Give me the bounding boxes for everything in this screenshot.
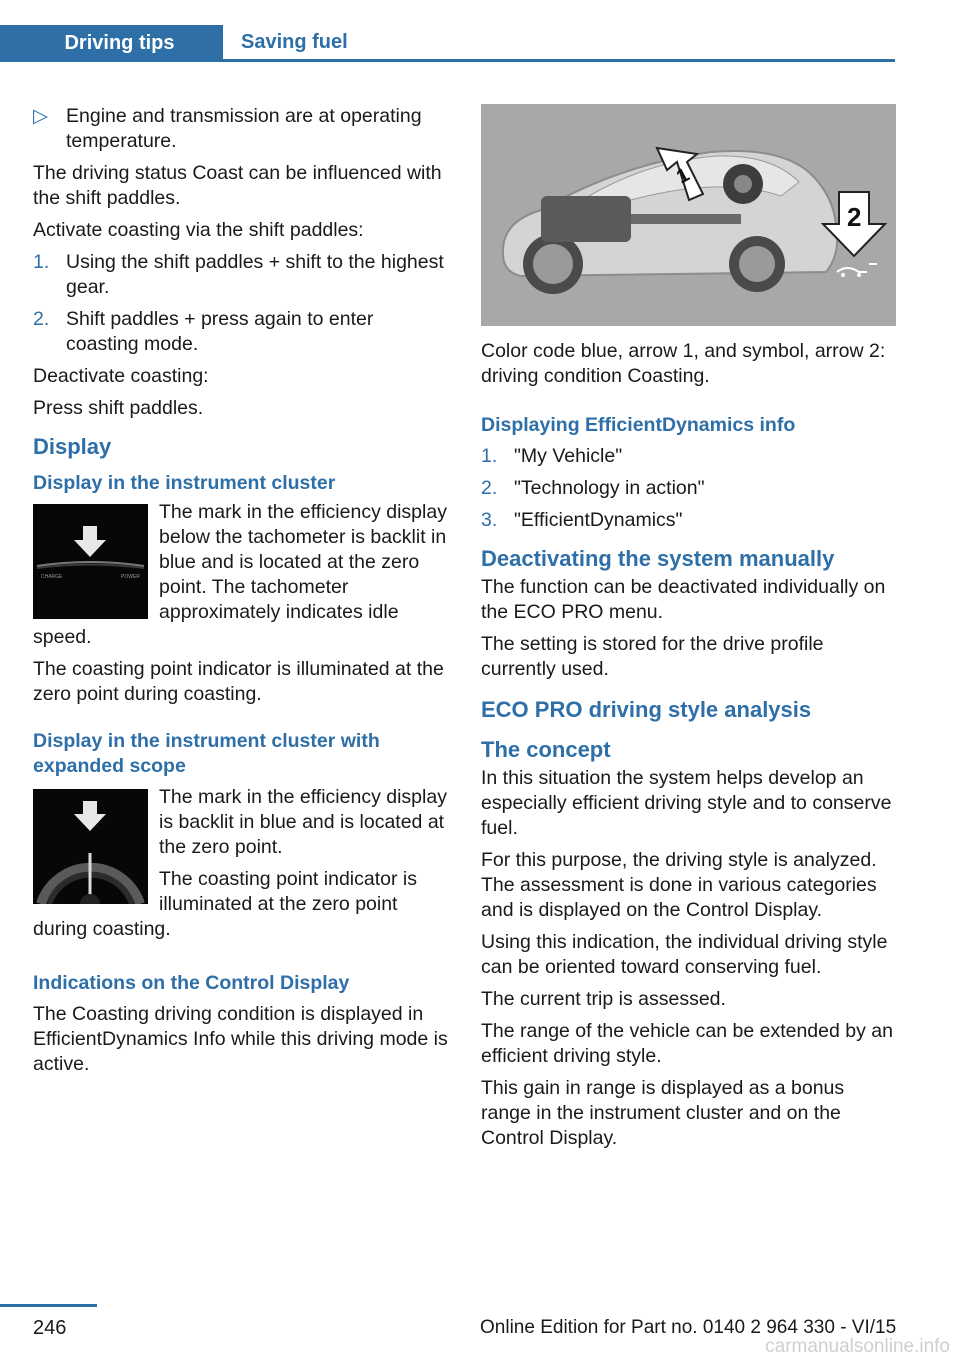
heading-deactivating: Deactivating the system manually (481, 546, 835, 571)
step-text: "EfficientDynamics" (514, 509, 683, 531)
step-number: 1. (33, 251, 50, 273)
step-text: "My Vehicle" (514, 445, 623, 467)
tachometer-gauge-icon (33, 789, 148, 904)
step-number: 3. (481, 509, 498, 531)
watermark: carmanualsonline.info (765, 1336, 950, 1357)
car-coasting-figure (481, 104, 896, 326)
paragraph-concept-2: For this purpose, the driving style is analyzed. The assessment is done in various categories and is displayed on the Control Display. (481, 849, 877, 921)
footer-rule (0, 1304, 97, 1307)
gauge-label-power: POWER (121, 574, 140, 580)
step-text: Shift paddles + press again to enter coasting mode. (66, 308, 374, 355)
paragraph-concept-4: The current trip is assessed. (481, 988, 726, 1010)
paragraph-activate: Activate coasting via the shift paddles: (33, 219, 364, 241)
gauge-label-charge: CHARGE (41, 574, 63, 580)
paragraph-cluster-mark: The mark in the efficiency display below the tachometer is backlit in blue and is located at the zero point. The tachometer approximately indicates idle speed. (33, 501, 447, 648)
step-text: Using the shift paddles + shift to the highest gear. (66, 251, 444, 298)
paragraph-concept-1: In this situation the system helps develop an especially efficient driving style and to conserve fuel. (481, 767, 892, 839)
paragraph-expanded-coast: The coasting point indicator is illuminated at the zero point during coasting. (33, 868, 417, 940)
list-item-info-1 (481, 444, 896, 469)
paragraph-cluster-coast: The coasting point indicator is illuminated at the zero point during coasting. (33, 658, 444, 705)
page-number: 246 (33, 1317, 67, 1339)
left-column (33, 104, 448, 1084)
heading-cluster: Display in the instrument cluster (33, 472, 336, 494)
paragraph-deactivate-1: The function can be deactivated individually on the ECO PRO menu. (481, 576, 886, 623)
step-number: 2. (481, 477, 498, 499)
heading-expanded-scope: Display in the instrument cluster with expanded scope (33, 730, 380, 777)
paragraph-deactivate: Deactivate coasting: (33, 365, 209, 387)
paragraph-deactivate-2: The setting is stored for the drive profile currently used. (481, 633, 824, 680)
expanded-display-image (33, 789, 148, 904)
paragraph-concept-6: This gain in range is displayed as a bonus range in the instrument cluster and on the Control Display. (481, 1077, 845, 1149)
page-header (0, 25, 895, 62)
step-number: 1. (481, 445, 498, 467)
paragraph-concept-3: Using this indication, the individual driving style can be oriented toward conserving fuel. (481, 931, 888, 978)
heading-eco-pro-analysis: ECO PRO driving style analysis (481, 697, 812, 722)
arrow-1-label: 1 (673, 163, 694, 189)
step-text: "Technology in action" (514, 477, 705, 499)
list-item-info-3 (481, 508, 896, 533)
heading-the-concept: The concept (481, 737, 611, 762)
paragraph-coast: The driving status Coast can be influenced with the shift paddles. (33, 162, 442, 209)
list-item-step-1 (33, 250, 448, 300)
heading-control-display: Indications on the Control Display (33, 972, 350, 994)
chapter-tab-driving-tips[interactable]: Driving tips (0, 25, 223, 62)
arrow-2-label: 2 (847, 202, 862, 232)
triangle-bullet-icon: ▷ (33, 105, 48, 127)
list-item-step-2 (33, 307, 448, 357)
car-drivetrain-illustration (481, 104, 896, 326)
section-tab-saving-fuel[interactable]: Saving fuel (241, 30, 348, 53)
paragraph-expanded-mark: The mark in the efficiency display is backlit in blue and is located at the zero point. (159, 786, 447, 858)
figure-caption: Color code blue, arrow 1, and symbol, arrow 2: driving condition Coasting. (481, 340, 886, 387)
step-number: 2. (33, 308, 50, 330)
paragraph-control-display: The Coasting driving condition is displayed in EfficientDynamics Info while this driving mode is active. (33, 1003, 448, 1075)
header-rule (0, 59, 895, 62)
efficiency-display-image (33, 504, 148, 619)
edition-text: Online Edition for Part no. 0140 2 964 330 - VI/15 (480, 1317, 897, 1338)
right-column (481, 104, 896, 1158)
down-arrow-gauge-icon (33, 504, 148, 619)
paragraph-press: Press shift paddles. (33, 397, 204, 419)
bullet-text: Engine and transmission are at operating temperature. (66, 105, 422, 152)
paragraph-concept-5: The range of the vehicle can be extended by an efficient driving style. (481, 1020, 893, 1067)
heading-display: Display (33, 434, 112, 459)
heading-efficientdynamics-info: Displaying EfficientDynamics info (481, 414, 796, 436)
bullet-item (33, 104, 448, 154)
list-item-info-2 (481, 476, 896, 501)
